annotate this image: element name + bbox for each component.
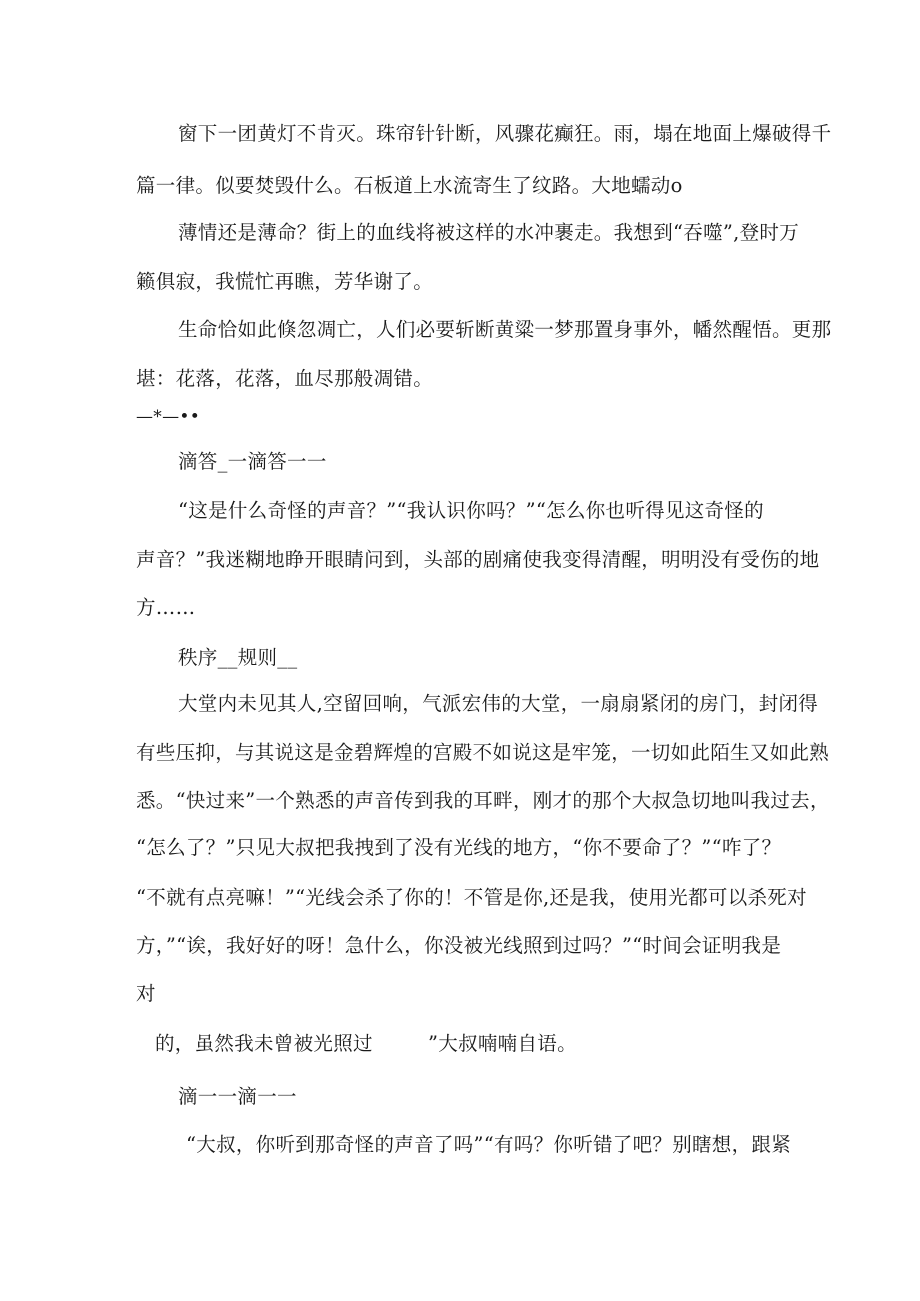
text-line: 堪：花落，花落，血尽那般凋错。 <box>136 367 434 390</box>
text-line: ”大叔喃喃自语。 <box>428 1032 577 1055</box>
text-line: 方，”“诶，我好好的呀！急什么，你没被光线照到过吗？”“时间会证明我是 <box>136 934 782 957</box>
text-line: 篇一律。似要焚毁什么。石板道上水流寄生了纹路。大地蠕动o <box>136 174 683 197</box>
text-line: 生命恰如此倏忽凋亡，人们必要斩断黄粱一梦那置身事外，幡然醒悟。更那 <box>178 318 832 341</box>
text-line: 悉。“快过来”一个熟悉的声音传到我的耳畔，刚才的那个大叔急切地叫我过去， <box>136 789 830 812</box>
text-line: “大叔，你听到那奇怪的声音了吗”“有吗？你听错了吧？别瞎想，跟紧 <box>186 1133 792 1156</box>
text-line: “不就有点亮嘛！”“光线会杀了你的！不管是你,还是我，使用光都可以杀死对 <box>136 886 807 909</box>
text-line: 对 <box>136 982 156 1005</box>
text-line: 大堂内未见其人,空留回响，气派宏伟的大堂，一扇扇紧闭的房门，封闭得 <box>178 692 819 715</box>
text-line: 的，虽然我未曾被光照过 <box>155 1032 373 1055</box>
text-line: “这是什么奇怪的声音？”“我认识你吗？”“怎么你也听得见这奇怪的 <box>178 499 764 522</box>
sound-line: 秩序__规则__ <box>178 646 298 669</box>
text-line: 声音？”我迷糊地睁开眼睛问到，头部的剧痛使我变得清醒，明明没有受伤的地 <box>136 548 820 571</box>
text-line: 薄情还是薄命？街上的血线将被这样的水冲裹走。我想到“吞噬”,登时万 <box>178 221 800 244</box>
text-line: 方…… <box>136 596 196 619</box>
sound-line: 滴答_一滴答一一 <box>178 450 327 473</box>
section-divider: —*—•• <box>136 407 201 427</box>
text-line: 窗下一团黄灯不肯灭。珠帘针针断，风骤花癫狂。雨，塌在地面上爆破得千 <box>178 122 832 145</box>
sound-line: 滴一一滴一一 <box>178 1085 297 1108</box>
text-line: “怎么了？”只见大叔把我拽到了没有光线的地方，“你不要命了？”“咋了？ <box>136 836 782 859</box>
text-line: 有些压抑，与其说这是金碧辉煌的宫殿不如说这是牢笼，一切如此陌生又如此熟 <box>136 741 830 764</box>
text-line: 籁俱寂，我慌忙再瞧，芳华谢了。 <box>136 270 434 293</box>
